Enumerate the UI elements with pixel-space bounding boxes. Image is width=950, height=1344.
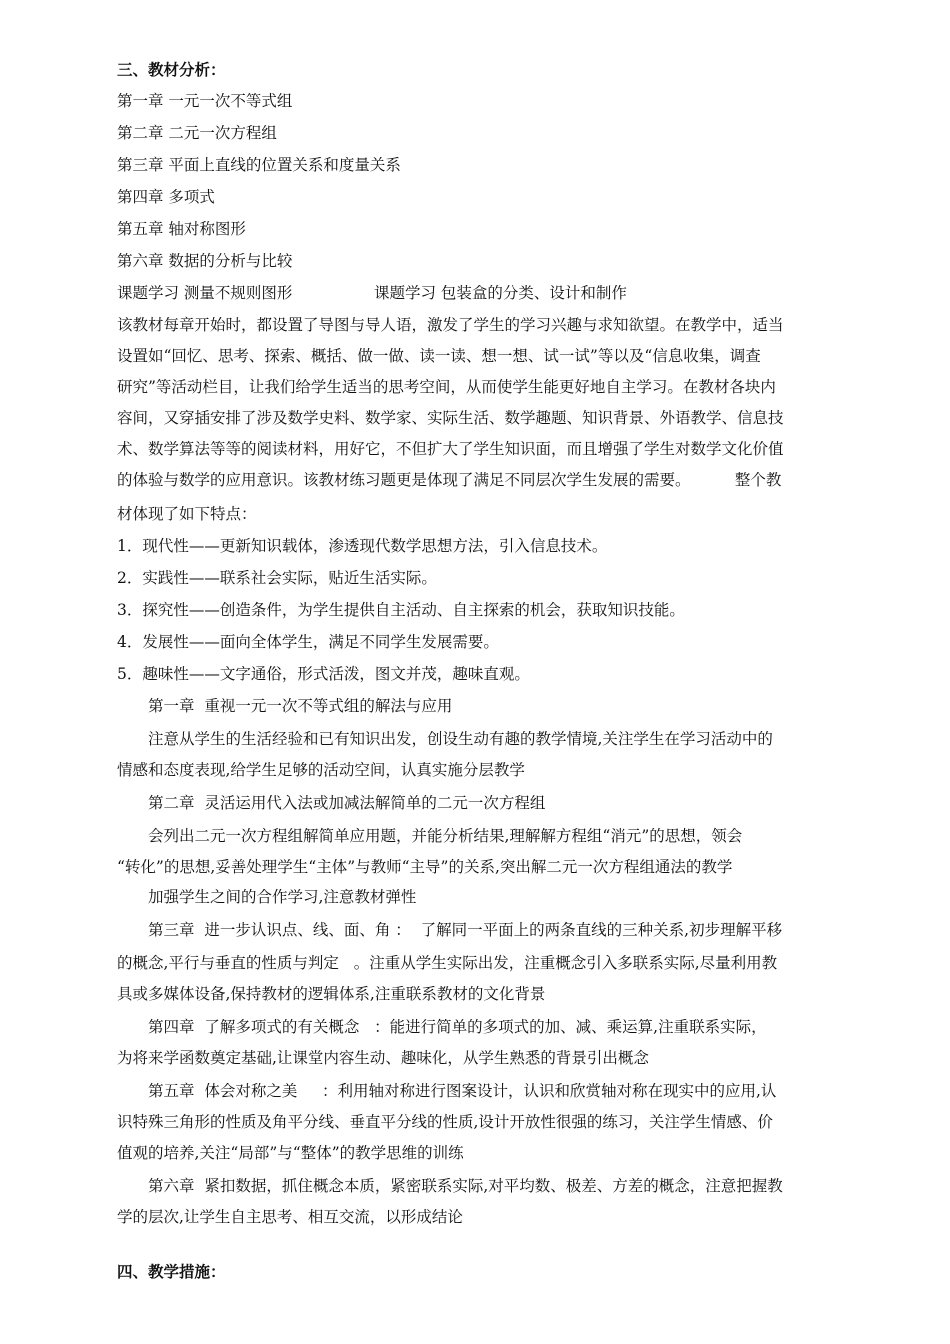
feature-item-4: 4．发展性——面向全体学生，满足不同学生发展需要。 [117, 633, 499, 651]
chapter-1-note-title: 第一章 重视一元一次不等式组的解法与应用 [148, 697, 453, 715]
feature-item-3: 3．探究性——创造条件，为学生提供自主活动、自主探索的机会，获取知识技能。 [117, 601, 685, 619]
chapter-2-note-line-1: 会列出二元一次方程组解简单应用题，并能分析结果,理解解方程组“消元”的思想，领会 [148, 827, 743, 845]
intro-line-7: 材体现了如下特点： [117, 505, 257, 523]
chapter-1-title: 第一章 一元一次不等式组 [117, 92, 293, 110]
chapter-6-title: 第六章 数据的分析与比较 [117, 252, 293, 270]
chapter-6-note-line-1: 第六章 紧扣数据，抓住概念本质，紧密联系实际,对平均数、极差、方差的概念，注意把握教 [148, 1177, 783, 1195]
chapter-6-note-line-2: 学的层次,让学生自主思考、相互交流，以形成结论 [117, 1208, 463, 1226]
chapter-5-title: 第五章 轴对称图形 [117, 220, 246, 238]
intro-line-2: 设置如“回忆、思考、探索、概括、做一做、读一读、想一想、试一试”等以及“信息收集，调查 [117, 347, 761, 365]
chapter-3-note-line-3: 具或多媒体设备,保持教材的逻辑体系,注重联系教材的文化背景 [117, 985, 546, 1003]
chapter-2-title: 第二章 二元一次方程组 [117, 124, 277, 142]
chapter-4-note-line-1: 第四章 了解多项式的有关概念 ：能进行简单的多项式的加、减、乘运算,注重联系实际， [148, 1018, 767, 1036]
feature-item-2: 2．实践性——联系社会实际，贴近生活实际。 [117, 569, 437, 587]
chapter-1-note-line-2: 情感和态度表现,给学生足够的活动空间，认真实施分层教学 [117, 761, 525, 779]
intro-line-1: 该教材每章开始时，都设置了导图与导人语，激发了学生的学习兴趣与求知欲望。在教学中，适当 [117, 316, 784, 334]
project-1: 课题学习 测量不规则图形 [117, 284, 293, 302]
intro-line-5: 术、数学算法等等的阅读材料，用好它，不但扩大了学生知识面，而且增强了学生对数学文化价值 [117, 440, 784, 458]
chapter-5-note-line-3: 值观的培养,关注“局部”与“整体”的教学思维的训练 [117, 1144, 464, 1162]
chapter-2-note-title: 第二章 灵活运用代入法或加减法解简单的二元一次方程组 [148, 794, 546, 812]
chapter-2-note-line-3: 加强学生之间的合作学习,注意教材弹性 [148, 888, 417, 906]
feature-item-1: 1．现代性——更新知识载体，渗透现代数学思想方法，引入信息技术。 [117, 537, 608, 555]
chapter-2-note-line-2: “转化”的思想,妥善处理学生“主体”与教师“主导”的关系,突出解二元一次方程组通法的教学 [117, 858, 733, 876]
intro-line-3: 研究”等活动栏目，让我们给学生适当的思考空间，从而使学生能更好地自主学习。在教材各块内 [117, 378, 776, 396]
chapter-3-note-line-1: 第三章 进一步认识点、线、面、角 ： 了解同一平面上的两条直线的三种关系,初步理解平移 [148, 921, 783, 939]
chapter-4-title: 第四章 多项式 [117, 188, 215, 206]
chapter-3-title: 第三章 平面上直线的位置关系和度量关系 [117, 156, 401, 174]
chapter-5-note-line-1: 第五章 体会对称之美 ：利用轴对称进行图案设计，认识和欣赏轴对称在现实中的应用,认 [148, 1082, 777, 1100]
chapter-5-note-line-2: 识特殊三角形的性质及角平分线、垂直平分线的性质,设计开放性很强的练习，关注学生情感、价 [117, 1113, 773, 1131]
section-4-heading: 四、教学措施： [117, 1262, 226, 1281]
chapter-3-note-line-2: 的概念,平行与垂直的性质与判定 。注重从学生实际出发，注重概念引入多联系实际,尽量利用教 [117, 954, 778, 972]
chapter-4-note-line-2: 为将来学函数奠定基础,让课堂内容生动、趣味化，从学生熟悉的背景引出概念 [117, 1049, 649, 1067]
intro-line-6: 的体验与数学的应用意识。该教材练习题更是体现了满足不同层次学生发展的需要。 整个教 [117, 471, 782, 489]
chapter-1-note-line-1: 注意从学生的生活经验和已有知识出发，创设生动有趣的教学情境,关注学生在学习活动中的 [148, 730, 773, 748]
project-2: 课题学习 包装盒的分类、设计和制作 [374, 284, 627, 302]
intro-line-4: 容间，又穿插安排了涉及数学史料、数学家、实际生活、数学趣题、知识背景、外语教学、信息技 [117, 409, 784, 427]
feature-item-5: 5．趣味性——文字通俗，形式活泼，图文并茂，趣味直观。 [117, 665, 530, 683]
section-3-heading: 三、教材分析： [117, 60, 226, 79]
